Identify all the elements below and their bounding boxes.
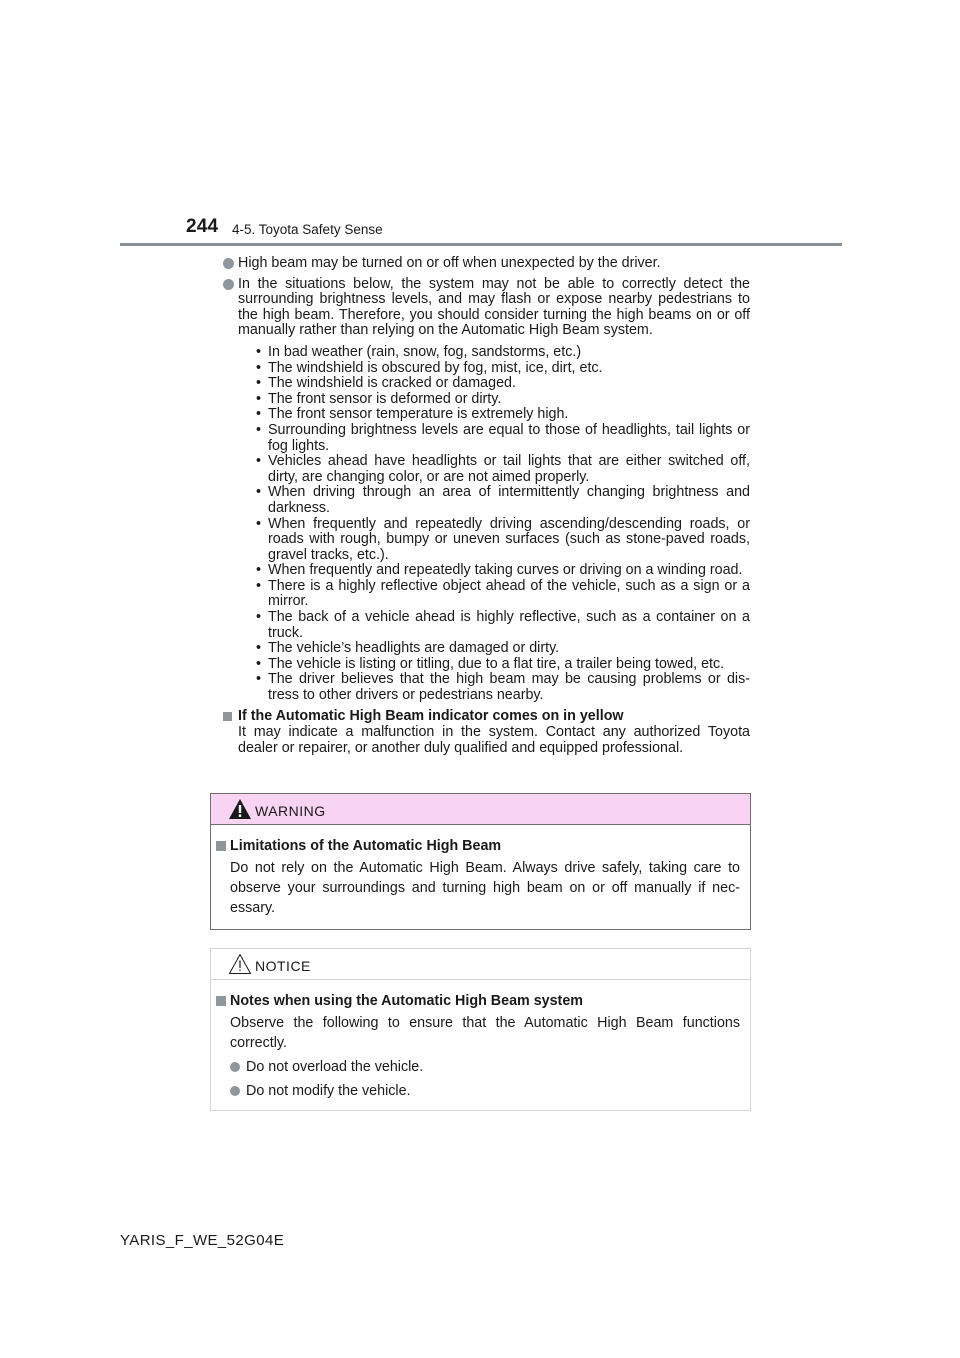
dot-bullet-icon: • [256, 406, 262, 423]
dot-bullet-icon: • [256, 390, 262, 407]
list-item-text: The windshield is obscured by fog, mist, ice, dirt, etc. [268, 359, 603, 376]
list-item-text: The driver believes that the high beam may be causing problems or dis-tress to other drivers or pedestrians nearby. [268, 671, 750, 704]
list-item [256, 423, 750, 454]
dot-bullet-icon: • [256, 515, 262, 532]
dot-bullet-icon: • [256, 609, 262, 626]
notice-text: Observe the following to ensure that the Automatic High Beam functions correctly. [230, 1015, 740, 1051]
paragraph-high-beam-unexpected [222, 256, 750, 272]
warning-heading-text: Limitations of the Automatic High Beam [230, 838, 502, 854]
list-item-text: In bad weather (rain, snow, fog, sandstorms, etc.) [268, 343, 582, 360]
paragraph-text: High beam may be turned on or off when unexpected by the driver. [238, 255, 661, 271]
list-item-text: The vehicle is listing or titling, due to a flat tire, a trailer being towed, etc. [268, 655, 725, 672]
square-bullet-icon [216, 996, 226, 1006]
dot-bullet-icon: • [256, 421, 262, 438]
list-item-text: The front sensor temperature is extremely high. [268, 406, 569, 423]
list-item-text: When frequently and repeatedly taking curves or driving on a winding road. [268, 562, 743, 579]
warning-box-header [211, 794, 750, 825]
list-item [256, 517, 750, 564]
dot-bullet-icon: • [256, 671, 262, 688]
list-item [256, 407, 750, 423]
dot-bullet-icon: • [256, 453, 262, 470]
warning-text: Do not rely on the Automatic High Beam. Always drive safely, taking care to observe your surroundings and turning high beam on or off manually if nec-essary. [230, 860, 740, 916]
notice-bullet-item [216, 1057, 740, 1077]
document-code: YARIS_F_WE_52G04E [120, 1232, 285, 1249]
page-number: 244 [186, 216, 219, 237]
list-item-text: Surrounding brightness levels are equal to those of headlights, tail lights or fog lights. [268, 421, 750, 454]
notice-label: NOTICE [255, 958, 311, 974]
warning-box-body [211, 825, 750, 918]
list-item-text: The vehicle’s headlights are damaged or dirty. [268, 640, 560, 657]
square-bullet-icon [223, 712, 232, 721]
list-item [256, 361, 750, 377]
list-item [256, 657, 750, 673]
dot-bullet-icon: • [256, 484, 262, 501]
list-item [256, 345, 750, 361]
list-item [256, 563, 750, 579]
notice-box-body [211, 980, 750, 1101]
list-item [256, 485, 750, 516]
indicator-heading [222, 709, 750, 725]
notice-box [210, 948, 751, 1111]
dot-bullet-icon: • [256, 577, 262, 594]
notice-bullet-text: Do not overload the vehicle. [246, 1059, 424, 1075]
dot-bullet-icon: • [256, 359, 262, 376]
list-item [256, 392, 750, 408]
circle-bullet-icon [230, 1086, 240, 1096]
list-item [256, 641, 750, 657]
notice-triangle-icon [228, 953, 252, 975]
notice-bullet-text: Do not modify the vehicle. [246, 1083, 411, 1099]
header-divider [120, 243, 842, 246]
main-content [222, 256, 750, 756]
section-title: 4-5. Toyota Safety Sense [232, 222, 383, 237]
warning-box [210, 793, 751, 930]
list-item-text: When frequently and repeatedly driving ascending/descending roads, or roads with rough, bumpy or uneven surfaces (such as stone-paved roads, gravel tracks, etc.). [268, 515, 750, 563]
list-item [256, 454, 750, 485]
dot-bullet-icon: • [256, 375, 262, 392]
situations-list [238, 345, 750, 704]
paragraph-text: In the situations below, the system may not be able to correctly detect the surrounding brightness levels, and may flash or expose nearby pedestrians to the high beam. Therefore, you should consider turning the high beams on or off manually rather than relying on the Automatic High Beam system. [238, 275, 750, 339]
list-item-text: Vehicles ahead have headlights or tail lights that are either switched off, dirty, are changing color, or are not aimed properly. [268, 453, 750, 485]
warning-triangle-icon [228, 798, 252, 820]
list-item [256, 672, 750, 703]
square-bullet-icon [216, 841, 226, 851]
warning-heading [216, 836, 740, 856]
dot-bullet-icon: • [256, 562, 262, 579]
notice-box-header [211, 949, 750, 980]
notice-bullet-item [216, 1081, 740, 1101]
list-item-text: The front sensor is deformed or dirty. [268, 390, 502, 407]
list-item-text: The windshield is cracked or damaged. [268, 375, 516, 392]
dot-bullet-icon: • [256, 640, 262, 657]
list-item-text: When driving through an area of intermittently changing brightness and darkness. [268, 484, 750, 516]
circle-bullet-icon [223, 279, 234, 290]
list-item-text: The back of a vehicle ahead is highly reflective, such as a container on a truck. [268, 609, 750, 641]
list-item [256, 376, 750, 392]
circle-bullet-icon [230, 1062, 240, 1072]
circle-bullet-icon [223, 258, 234, 269]
indicator-text: It may indicate a malfunction in the system. Contact any authorized Toyota dealer or repairer, or another duly qualified and equipped professional. [238, 724, 750, 756]
paragraph-situations-intro [222, 277, 750, 704]
dot-bullet-icon: • [256, 343, 262, 360]
list-item [256, 579, 750, 610]
list-item [256, 610, 750, 641]
list-item-text: There is a highly reflective object ahead of the vehicle, such as a sign or a mirror. [268, 577, 750, 610]
notice-heading-text: Notes when using the Automatic High Beam system [230, 993, 583, 1009]
notice-heading [216, 991, 740, 1011]
dot-bullet-icon: • [256, 655, 262, 672]
indicator-heading-text: If the Automatic High Beam indicator comes on in yellow [238, 707, 624, 724]
warning-label: WARNING [255, 803, 326, 819]
